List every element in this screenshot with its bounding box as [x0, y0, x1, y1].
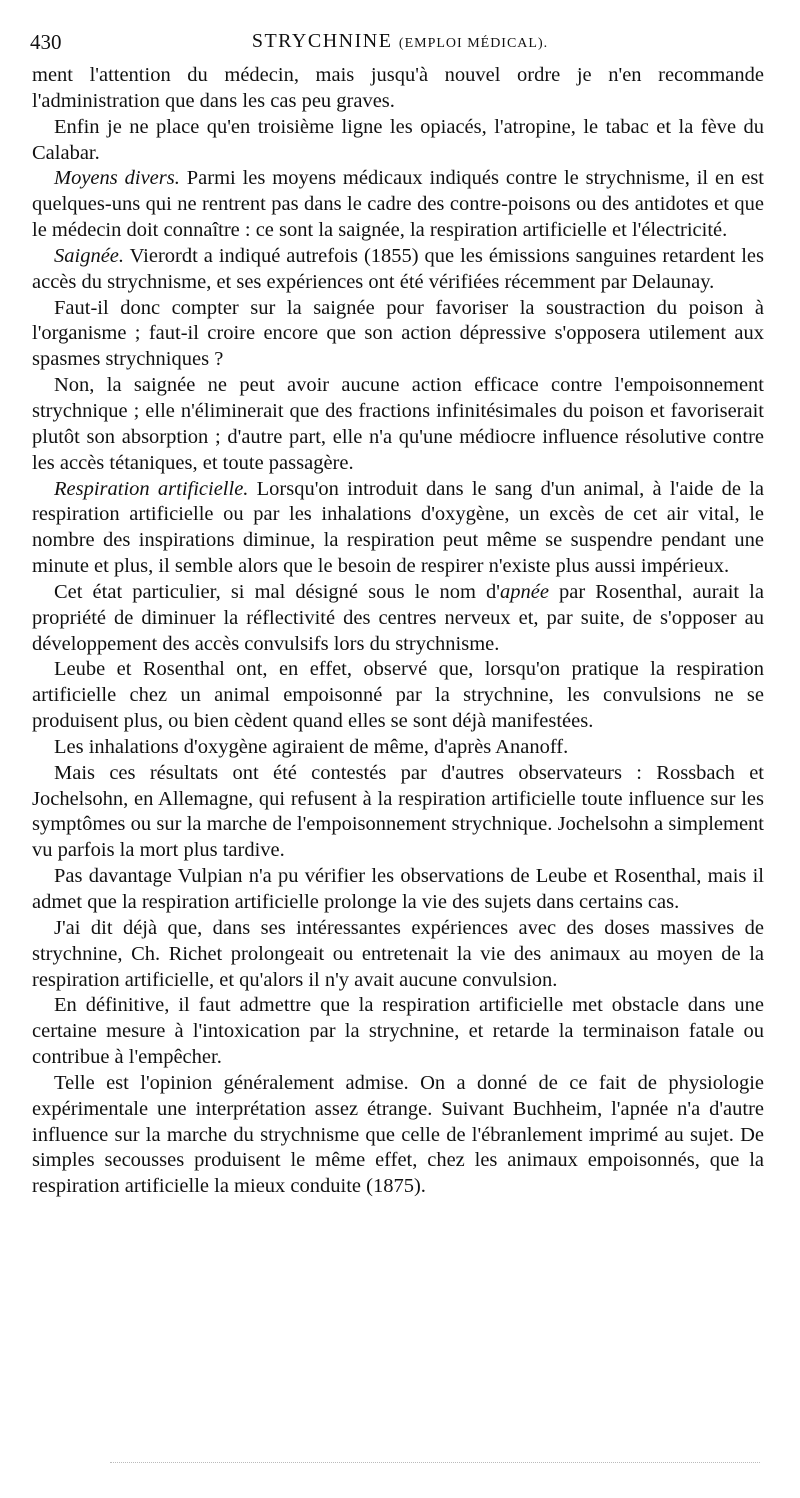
paragraph [32, 735, 764, 761]
running-head-subtitle: (EMPLOI MÉDICAL). [398, 36, 549, 51]
paragraph-text: J'ai dit déjà que, dans ses intéressantes expériences avec des doses massives de strychnine, Ch. Richet prolongeait ou entretenait la vie des animaux au moyen de la respiration artificielle, et qu'alors il n'y avait aucune convulsion. [32, 916, 764, 991]
running-head-title: STRYCHNINE [251, 30, 393, 52]
paragraph-lead: Respiration artificielle. [54, 477, 249, 500]
paragraph [32, 916, 764, 994]
page-header [30, 30, 770, 58]
paragraph-text: Mais ces résultats ont été contestés par d'autres observateurs : Rossbach et Jochelsohn, en Allemagne, qui refusent à la respiration artificielle toute influence sur les symptômes ou sur la marche de l'empoisonnement strychnique. Jochelsohn a simplement vu parfois la mort plus tardive. [32, 761, 764, 862]
paragraph-text: Les inhalations d'oxygène agiraient de même, d'après Ananoff. [54, 735, 569, 758]
paragraph [32, 864, 764, 916]
paragraph-lead: Saignée. [54, 244, 125, 267]
paragraph [32, 580, 764, 658]
paragraph-text: Leube et Rosenthal ont, en effet, observé que, lorsqu'on pratique la respiration artificielle chez un animal empoisonné par la strychnine, les convulsions ne se produisent plus, ou bien cèdent quand elles se sont déjà manifestées. [32, 658, 764, 733]
running-head [30, 30, 770, 53]
paragraph-text: Faut-il donc compter sur la saignée pour favoriser la soustraction du poison à l'organisme ; faut-il croire encore que son action dépressive s'opposera utilement aux spasmes strychniques ? [32, 296, 764, 371]
paragraph-text: ment l'attention du médecin, mais jusqu'à nouvel ordre je n'en recommande l'administration que dans les cas peu graves. [32, 64, 764, 112]
paragraph-lead: Moyens divers. [54, 167, 180, 190]
paragraph [32, 115, 764, 167]
paragraph-text: Pas davantage Vulpian n'a pu vérifier les observations de Leube et Rosenthal, mais il admet que la respiration artificielle prolonge la vie des sujets dans certains cas. [32, 865, 764, 913]
paragraph [32, 1071, 764, 1200]
paragraph [32, 993, 764, 1071]
paragraph [32, 657, 764, 735]
paragraph [32, 296, 764, 374]
paragraph-text: par Rosenthal, aurait la propriété de diminuer la réflectivité des centres nerveux et, par suite, de s'opposer au développement des accès convulsifs lors du strychnisme. [32, 580, 764, 655]
paragraph [32, 373, 764, 476]
paragraph-text: Lorsqu'on introduit dans le sang d'un animal, à l'aide de la respiration artificielle ou par les inhalations d'oxygène, un excès de cet air vital, le nombre des inspirations diminue, la respiration peut même se suspendre pendant une minute et plus, il semble alors que le besoin de respirer n'existe plus aussi impérieux. [32, 477, 764, 578]
paragraph-text: Enfin je ne place qu'en troisième ligne les opiacés, l'atropine, le tabac et la fève du Calabar. [32, 115, 764, 164]
paragraph-text: Non, la saignée ne peut avoir aucune action efficace contre l'empoisonnement strychnique ; elle n'éliminerait que des fractions infinitésimales du poison et favoriserait plutôt son absorption ; d'autre part, elle n'a qu'une médiocre influence résolutive contre les accès tétaniques, et toute passagère. [32, 374, 764, 474]
paragraph [32, 761, 764, 864]
paragraph-text: Parmi les moyens médicaux indiqués contre le strychnisme, il en est quelques-uns qui ne rentrent pas dans le cadre des contre-poisons ou des antidotes et que le médecin doit connaître : ce sont la saignée, la respiration artificielle et l'électricité. [32, 167, 765, 242]
paragraph [32, 244, 764, 296]
paragraph [32, 477, 764, 580]
paragraph [32, 166, 764, 244]
paragraph-text: Cet état particulier, si mal désigné sous le nom d' [54, 580, 500, 603]
paragraph-text: Telle est l'opinion généralement admise. On a donné de ce fait de physiologie expérimentale une interprétation assez étrange. Suivant Buchheim, l'apnée n'a d'autre influence sur la marche du strychnisme que celle de l'ébranlement imprimé au sujet. De simples secousses produisent le même effet, chez les animaux empoisonnés, que la respiration artificielle la mieux conduite (1875). [32, 1071, 764, 1198]
page-number: 430 [30, 30, 62, 54]
body-text [32, 63, 764, 1200]
paragraph-text: Vierordt a indiqué autrefois (1855) que les émissions sanguines retardent les accès du strychnisme, et ses expériences ont été vérifiées récemment par Delaunay. [32, 244, 764, 293]
paragraph [32, 63, 764, 115]
paragraph-emphasis: apnée [499, 580, 549, 603]
footer-rule [110, 1462, 760, 1463]
paragraph-text: En définitive, il faut admettre que la respiration artificielle met obstacle dans une certaine mesure à l'intoxication par la strychnine, et retarde la terminaison fatale ou contribue à l'empêcher. [32, 994, 764, 1069]
